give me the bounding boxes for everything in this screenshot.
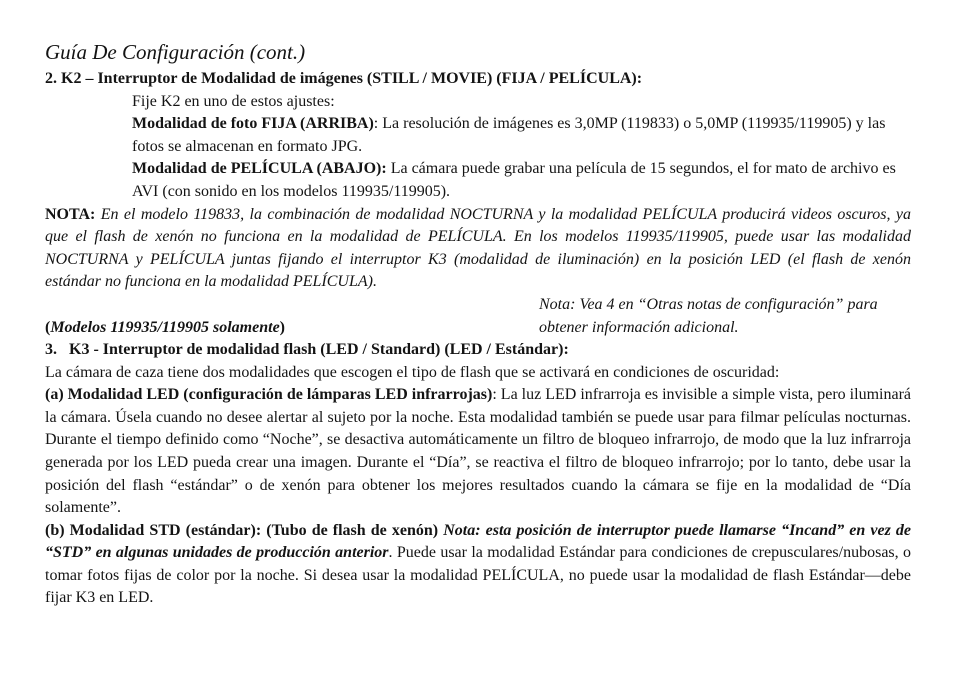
k2-intro: Fije K2 en uno de estos ajustes: (132, 92, 335, 110)
k3-title-text: - Interruptor de modalidad flash (LED / Standard) (LED / Estándar): (89, 340, 569, 358)
models-label (45, 317, 285, 340)
models-text: Modelos 119935/119905 solamente (50, 318, 280, 336)
models-close-paren: ) (279, 318, 285, 336)
k3-title (45, 339, 911, 362)
k3-std-mode (45, 520, 911, 610)
manual-page (45, 38, 911, 610)
std-mode-note: Nota: esta posición de interruptor puede llamarse “Incand” en vez de “STD” en algunas unidades de producción anterior (45, 521, 912, 562)
note-paragraph (45, 204, 911, 294)
k2-movie-mode (45, 158, 911, 203)
models-open-paren: ( (45, 318, 51, 336)
k2-title: 2. K2 – Interruptor de Modalidad de imágenes (STILL / MOVIE) (FIJA / PELÍCULA): (45, 70, 643, 87)
k2-photo-mode (45, 113, 911, 158)
k3-intro: La cámara de caza tiene dos modalidades que escogen el tipo de flash que se activará en condiciones de oscuridad: (45, 363, 780, 381)
led-mode-label: (a) Modalidad LED (configuración de lámparas LED infrarrojas) (45, 386, 493, 404)
note-label: NOTA: (45, 205, 96, 223)
side-note: Nota: Vea 4 en “Otras notas de configuración” para obtener información adicional. (539, 295, 878, 336)
models-row (45, 294, 911, 339)
movie-mode-text: La cámara puede grabar una película de 15 segundos, el for mato de archivo es AVI (con sonido en los modelos 119935/119905). (132, 160, 896, 200)
page-heading: Guía De Configuración (cont.) (45, 40, 306, 64)
std-mode-text: . Puede usar la modalidad Estándar para condiciones de crepusculares/nubosas, o tomar fotos fijas de color por la noche. Si desea usar la modalidad PELÍCULA, no puede usar la modalidad de flash Estándar—debe fijar K3 en LED. (45, 544, 911, 607)
photo-mode-text: : La resolución de imágenes es 3,0MP (119833) o 5,0MP (119935/119905) y las fotos se almacenan en formato JPG. (132, 115, 886, 155)
led-mode-text: : La luz LED infrarroja es invisible a simple vista, pero iluminará la cámara. Úsela cuando no desee alertar al sujeto por la noche. Esta modalidad también se puede usar para filmar películas nocturnas. Durante el tiempo definido como “Noche”, se desactiva automáticamente un filtro de bloqueo infrarrojo, de modo que la luz infrarroja generada por los LED pueda crear una imagen. Durante el “Día”, se reactiva el filtro de bloqueo infrarrojo; por lo tanto, debe usar la posición del flash “estándar” o de xenón para obtener los mejores resultados cuando la cámara se fije en la modalidad de “Día solamente”. (45, 386, 911, 517)
std-mode-label: (b) Modalidad STD (estándar): (Tubo de flash de xenón) (45, 521, 439, 539)
note-text: En el modelo 119833, la combinación de modalidad NOCTURNA y la modalidad PELÍCULA producirá videos oscuros, ya que el flash de xenón no funciona en la modalidad de PELÍCULA. En los modelos 119935/119905, puede usar las modalidad NOCTURNA y PELÍCULA juntas fijando el interruptor K3 (modalidad de iluminación) en la posición LED (el flash de xenón estándar no funciona en la modalidad PELÍCULA). (45, 205, 911, 291)
photo-mode-label: Modalidad de foto FIJA (ARRIBA) (132, 115, 374, 133)
movie-mode-label: Modalidad de PELÍCULA (ABAJO): (132, 160, 387, 178)
k3-led-mode (45, 384, 911, 520)
k3-key: K3 (69, 340, 90, 358)
k3-number: 3. (45, 340, 57, 358)
